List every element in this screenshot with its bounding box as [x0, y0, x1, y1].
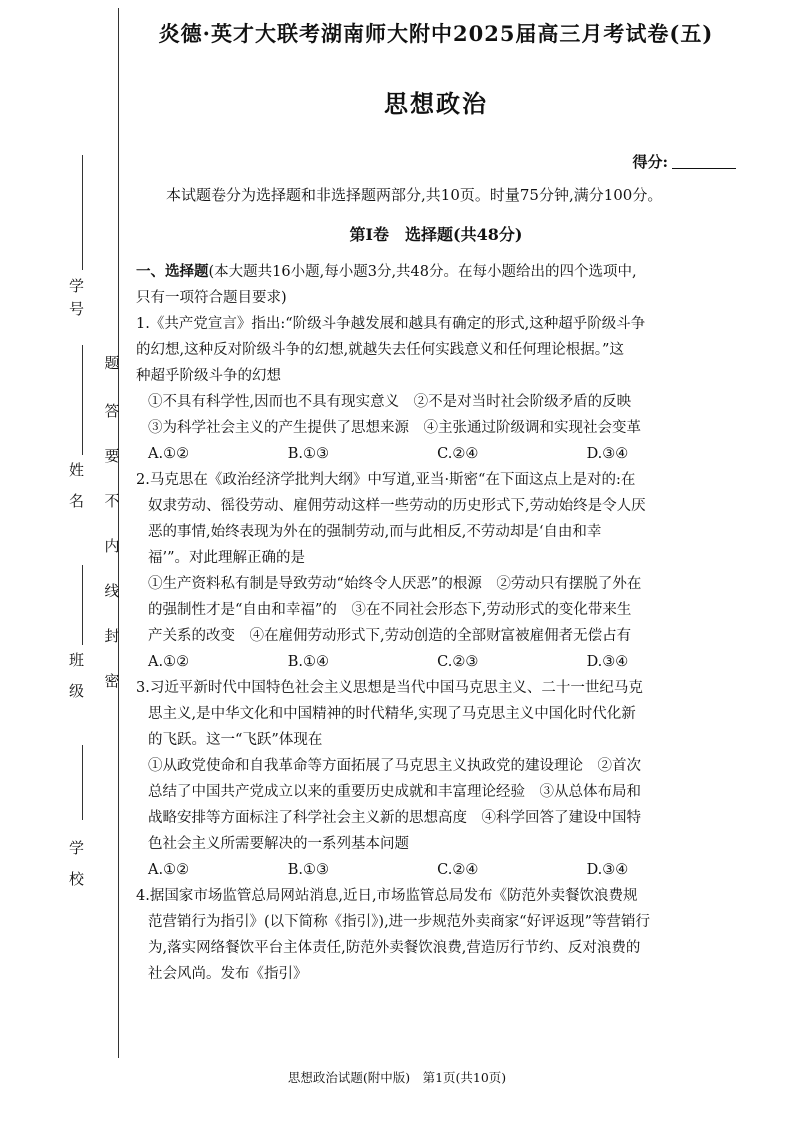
- question-line: 2.马克思在《政治经济学批判大纲》中写道,亚当·斯密“在下面这点上是对的:在: [136, 472, 636, 488]
- question-line: 4.据国家市场监管总局网站消息,近日,市场监管总局发布《防范外卖餐饮浪费规: [136, 888, 638, 904]
- option-c[interactable]: C.②④: [437, 862, 479, 878]
- option-a[interactable]: A.①②: [148, 654, 190, 670]
- question-statement: 的强制性才是“自由和幸福”的 ③在不同社会形态下,劳动形式的变化带来生: [148, 602, 632, 618]
- exam-content: [136, 14, 736, 987]
- question-1: [136, 311, 736, 467]
- option-d[interactable]: D.③④: [586, 446, 629, 462]
- option-b[interactable]: B.①③: [287, 862, 330, 878]
- question-statement: 战略安排等方面标注了科学社会主义新的思想高度 ④科学回答了建设中国特: [148, 810, 641, 826]
- option-b[interactable]: B.①④: [287, 654, 330, 670]
- seal-char-1: 密: [104, 672, 120, 690]
- question-statement: 产关系的改变 ④在雇佣劳动形式下,劳动创造的全部财富被雇佣者无偿占有: [148, 628, 632, 644]
- question-line: 范营销行为指引》(以下简称《指引》),进一步规范外卖商家“好评返现”等营销行: [148, 914, 650, 930]
- question-statement: 色社会主义所需要解决的一系列基本问题: [148, 836, 409, 852]
- score-label: 得分:: [632, 153, 668, 171]
- score-blank[interactable]: [672, 154, 736, 169]
- question-line: 1.《共产党宣言》指出:“阶级斗争越发展和越具有确定的形式,这种超乎阶级斗争: [136, 316, 646, 332]
- page-footer: 思想政治试题(附中版) 第1页(共10页): [287, 1070, 507, 1085]
- question-statement: ①生产资料私有制是导致劳动“始终令人厌恶”的根源 ②劳动只有摆脱了外在: [148, 576, 642, 592]
- question-line: 3.习近平新时代中国特色社会主义思想是当代中国马克思主义、二十一世纪马克: [136, 680, 643, 696]
- score-field: [136, 151, 736, 172]
- exam-intro: 本试题卷分为选择题和非选择题两部分,共10页。时量75分钟,满分100分。: [166, 186, 663, 204]
- option-a[interactable]: A.①②: [148, 862, 190, 878]
- question-line: 为,落实网络餐饮平台主体责任,防范外卖餐饮浪费,营造厉行节约、反对浪费的: [148, 940, 641, 956]
- binding-line: [118, 8, 119, 1058]
- question-line: 的幻想,这种反对阶级斗争的幻想,就越失去任何实践意义和任何理论根据。”这: [136, 342, 624, 358]
- question-3: [136, 675, 736, 883]
- section-desc-line1: (本大题共16小题,每小题3分,共48分。在每小题给出的四个选项中,: [208, 264, 637, 280]
- school-blank: [82, 745, 83, 820]
- option-c[interactable]: C.②④: [437, 446, 479, 462]
- subject-title: 思想政治: [384, 89, 488, 118]
- seal-char-3: 线: [104, 582, 120, 600]
- seal-char-8: 题: [104, 354, 120, 372]
- name-chars: 姓名: [67, 462, 85, 524]
- section-label: 一、选择题: [136, 263, 209, 280]
- question-line: 思主义,是中华文化和中国精神的时代精华,实现了马克思主义中国化时代化新: [148, 706, 636, 722]
- student-id-label: [66, 278, 86, 324]
- option-b[interactable]: B.①③: [287, 446, 330, 462]
- option-d[interactable]: D.③④: [586, 862, 629, 878]
- exam-header-title: 炎德·英才大联考湖南师大附中2025届高三月考试卷(五): [158, 21, 714, 46]
- option-d[interactable]: D.③④: [586, 654, 629, 670]
- question-line: 恶的事情,始终表现为外在的强制劳动,而与此相反,不劳动却是‘自由和幸: [148, 524, 602, 540]
- school-chars: 学校: [67, 840, 85, 902]
- class-blank: [82, 565, 83, 645]
- question-line: 福’”。对此理解正确的是: [148, 550, 306, 566]
- option-c[interactable]: C.②③: [437, 654, 479, 670]
- student-id-blank: [82, 155, 83, 270]
- class-chars: 班级: [67, 652, 85, 714]
- class-label: [66, 652, 86, 714]
- name-label: [66, 462, 86, 524]
- seal-char-6: 要: [104, 447, 120, 465]
- section-desc-line2: 只有一项符合题目要求): [136, 290, 287, 306]
- question-statement: ③为科学社会主义的产生提供了思想来源 ④主张通过阶级调和实现社会变革: [148, 420, 641, 436]
- seal-char-5: 不: [104, 492, 120, 510]
- question-line: 奴隶劳动、徭役劳动、雇佣劳动这样一些劳动的历史形式下,劳动始终是令人厌: [148, 498, 646, 514]
- seal-char-4: 内: [104, 537, 120, 555]
- question-line: 社会风尚。发布《指引》: [148, 966, 308, 982]
- question-statement: ①不具有科学性,因而也不具有现实意义 ②不是对当时社会阶级矛盾的反映: [148, 394, 632, 410]
- section-heading: [136, 259, 736, 311]
- answer-options: [136, 857, 736, 883]
- seal-char-7: 答: [104, 402, 120, 420]
- question-2: [136, 467, 736, 675]
- student-id-char-1: 学号: [67, 278, 85, 324]
- name-blank: [82, 345, 83, 455]
- question-line: 的飞跃。这一“飞跃”体现在: [148, 732, 323, 748]
- question-line: 种超乎阶级斗争的幻想: [136, 368, 281, 384]
- answer-options: [136, 649, 736, 675]
- question-4: [136, 883, 736, 987]
- answer-options: [136, 441, 736, 467]
- part-title: 第Ⅰ卷 选择题(共48分): [349, 225, 523, 244]
- school-label: [66, 840, 86, 902]
- option-a[interactable]: A.①②: [148, 446, 190, 462]
- question-statement: 总结了中国共产党成立以来的重要历史成就和丰富理论经验 ③从总体布局和: [148, 784, 641, 800]
- question-statement: ①从政党使命和自我革命等方面拓展了马克思主义执政党的建设理论 ②首次: [148, 758, 641, 774]
- seal-char-2: 封: [104, 627, 120, 645]
